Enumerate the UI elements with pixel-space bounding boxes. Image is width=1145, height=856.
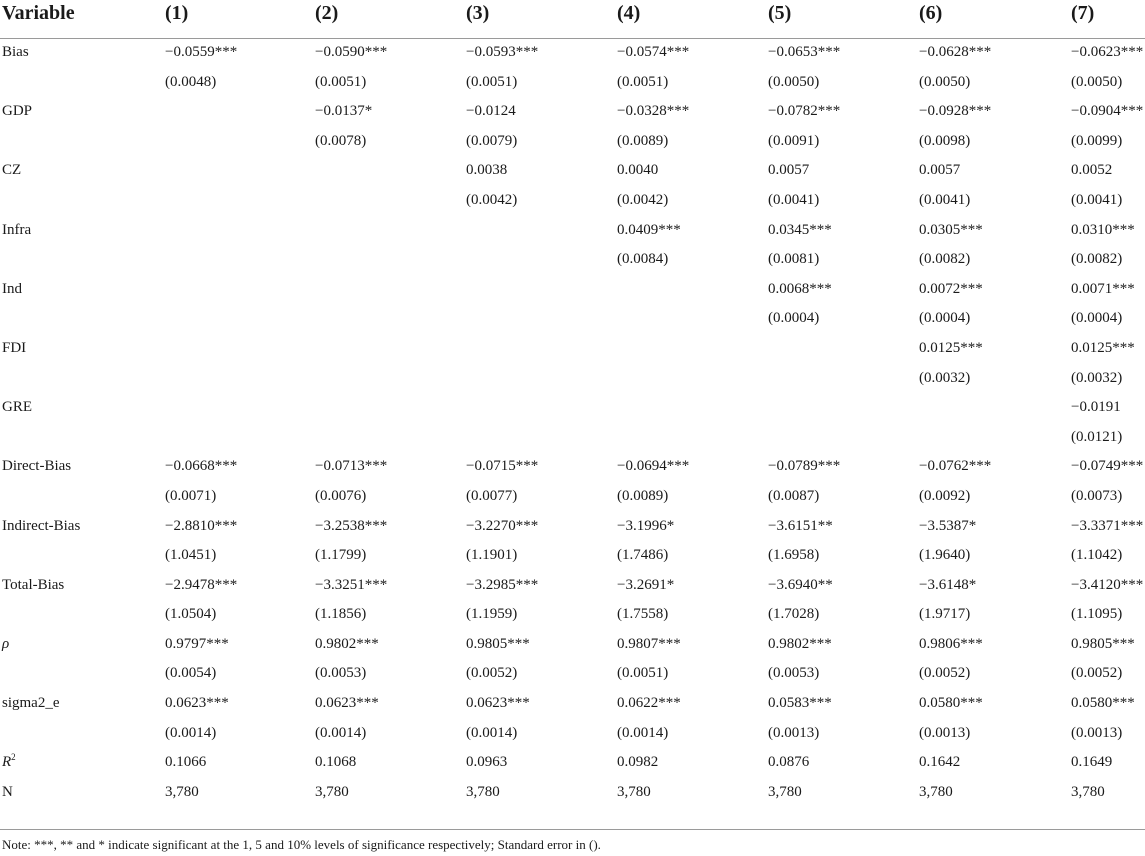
cell-col-6: (0.0050) (919, 73, 971, 90)
cell-col-4: −3.1996* (617, 517, 675, 534)
table-row (0, 186, 1145, 216)
cell-col-7: (0.0082) (1071, 251, 1123, 268)
cell-col-3: −3.2985*** (466, 576, 539, 593)
cell-col-1: 0.9797*** (165, 635, 229, 652)
header-col-1: (1) (165, 2, 189, 24)
table-row (0, 512, 1145, 542)
table-row (0, 393, 1145, 423)
cell-col-4: −3.2691* (617, 576, 675, 593)
cell-col-2: −0.0590*** (315, 44, 388, 60)
cell-col-3: (1.1959) (466, 606, 518, 623)
cell-col-7: 0.0310*** (1071, 221, 1135, 238)
table-row (0, 275, 1145, 305)
cell-col-2: (0.0078) (315, 132, 367, 149)
table-body (0, 38, 1145, 807)
bottom-rule (0, 829, 1145, 830)
cell-col-6: (1.9717) (919, 606, 971, 623)
row-label: Infra (2, 221, 32, 238)
cell-col-4: (1.7486) (617, 547, 669, 564)
cell-col-6: 3,780 (919, 783, 953, 800)
header-variable: Variable (2, 2, 75, 24)
cell-col-6: (0.0013) (919, 724, 971, 741)
cell-col-1: −0.0559*** (165, 44, 238, 60)
row-label: Total-Bias (2, 576, 65, 593)
cell-col-7: (0.0099) (1071, 132, 1123, 149)
row-label: GDP (2, 103, 33, 120)
header-col-6: (6) (919, 2, 943, 24)
cell-col-7: −3.4120*** (1071, 576, 1144, 593)
cell-col-3: 0.9805*** (466, 635, 530, 652)
cell-col-4: 0.0622*** (617, 695, 681, 712)
cell-col-7: (0.0004) (1071, 310, 1123, 327)
cell-col-3: (0.0052) (466, 665, 518, 682)
cell-col-4: (0.0051) (617, 73, 669, 90)
cell-col-3: 0.0963 (466, 754, 508, 771)
header-col-3: (3) (466, 2, 490, 24)
cell-col-4: 0.0040 (617, 162, 659, 179)
cell-col-5: (1.6958) (768, 547, 820, 564)
cell-col-7: (1.1042) (1071, 547, 1123, 564)
cell-col-4: (1.7558) (617, 606, 669, 623)
table-row (0, 659, 1145, 689)
table-row (0, 423, 1145, 453)
cell-col-1: (1.0504) (165, 606, 217, 623)
table-row (0, 68, 1145, 98)
cell-col-6: −0.0762*** (919, 458, 992, 475)
cell-col-2: (0.0053) (315, 665, 367, 682)
cell-col-2: 0.9802*** (315, 635, 379, 652)
cell-col-6: (1.9640) (919, 547, 971, 564)
cell-col-3: (0.0079) (466, 132, 518, 149)
row-label: N (2, 783, 13, 800)
table-row (0, 38, 1145, 68)
cell-col-7: (1.1095) (1071, 606, 1123, 623)
table-row (0, 334, 1145, 364)
cell-col-5: (1.7028) (768, 606, 820, 623)
cell-col-2: (0.0051) (315, 73, 367, 90)
row-label: GRE (2, 399, 32, 416)
cell-col-1: (0.0054) (165, 665, 217, 682)
cell-col-5: 0.0068*** (768, 280, 832, 297)
cell-col-7: (0.0052) (1071, 665, 1123, 682)
table-row (0, 245, 1145, 275)
cell-col-1: −2.8810*** (165, 517, 238, 534)
cell-col-1: −0.0668*** (165, 458, 238, 475)
cell-col-6: −3.5387* (919, 517, 977, 534)
cell-col-5: 0.0057 (768, 162, 810, 179)
cell-col-7: 0.0580*** (1071, 695, 1135, 712)
cell-col-3: −3.2270*** (466, 517, 539, 534)
cell-col-5: −3.6151** (768, 517, 833, 534)
cell-col-6: (0.0092) (919, 487, 971, 504)
cell-col-4: (0.0042) (617, 191, 669, 208)
cell-col-7: −0.0749*** (1071, 458, 1144, 475)
cell-col-4: 0.9807*** (617, 635, 681, 652)
cell-col-6: 0.0125*** (919, 339, 983, 356)
table-header (0, 0, 1145, 39)
cell-col-2: (0.0076) (315, 487, 367, 504)
cell-col-6: (0.0098) (919, 132, 971, 149)
cell-col-7: (0.0041) (1071, 191, 1123, 208)
row-label: Bias (2, 44, 29, 60)
table-note: Note: ***, ** and * indicate significant at the 1, 5 and 10% levels of significance respectively; Standard error in (). (2, 837, 601, 852)
cell-col-6: −3.6148* (919, 576, 977, 593)
cell-col-7: −0.0904*** (1071, 103, 1144, 120)
cell-col-5: 0.0583*** (768, 695, 832, 712)
cell-col-5: (0.0091) (768, 132, 820, 149)
cell-col-4: −0.0328*** (617, 103, 690, 120)
cell-col-4: (0.0014) (617, 724, 669, 741)
cell-col-2: −0.0137* (315, 103, 373, 120)
cell-col-3: 0.0038 (466, 162, 508, 179)
table-row (0, 541, 1145, 571)
cell-col-7: −0.0191 (1071, 399, 1121, 416)
cell-col-4: 0.0982 (617, 754, 659, 771)
cell-col-7: 0.0052 (1071, 162, 1113, 179)
cell-col-6: (0.0041) (919, 191, 971, 208)
cell-col-6: (0.0032) (919, 369, 971, 386)
cell-col-5: (0.0087) (768, 487, 820, 504)
cell-col-7: (0.0050) (1071, 73, 1123, 90)
cell-col-4: −0.0574*** (617, 44, 690, 60)
cell-col-1: 0.1066 (165, 754, 207, 771)
cell-col-4: (0.0051) (617, 665, 669, 682)
cell-col-4: 3,780 (617, 783, 651, 800)
cell-col-7: (0.0032) (1071, 369, 1123, 386)
cell-col-6: (0.0082) (919, 251, 971, 268)
table-row (0, 482, 1145, 512)
cell-col-1: (0.0048) (165, 73, 217, 90)
row-label: $R^2$ (2, 752, 16, 771)
cell-col-6: 0.9806*** (919, 635, 983, 652)
cell-col-5: −0.0782*** (768, 103, 841, 120)
cell-col-7: 3,780 (1071, 783, 1105, 800)
cell-col-7: (0.0121) (1071, 428, 1123, 445)
table-row (0, 156, 1145, 186)
header-col-4: (4) (617, 2, 641, 24)
cell-col-3: (0.0014) (466, 724, 518, 741)
cell-col-2: −3.3251*** (315, 576, 388, 593)
cell-col-5: −3.6940** (768, 576, 833, 593)
cell-col-6: −0.0628*** (919, 44, 992, 60)
table-row (0, 571, 1145, 601)
cell-col-3: −0.0593*** (466, 44, 539, 60)
cell-col-3: −0.0715*** (466, 458, 539, 475)
cell-col-7: 0.1649 (1071, 754, 1113, 771)
cell-col-6: −0.0928*** (919, 103, 992, 120)
row-label: Indirect-Bias (2, 517, 81, 534)
cell-col-4: (0.0089) (617, 132, 669, 149)
cell-col-6: 0.1642 (919, 754, 961, 771)
cell-col-1: 3,780 (165, 783, 199, 800)
table-row (0, 364, 1145, 394)
cell-col-4: (0.0089) (617, 487, 669, 504)
cell-col-2: −3.2538*** (315, 517, 388, 534)
cell-col-1: (0.0014) (165, 724, 217, 741)
table-row (0, 97, 1145, 127)
table-row (0, 452, 1145, 482)
cell-col-5: (0.0081) (768, 251, 820, 268)
cell-col-5: 3,780 (768, 783, 802, 800)
cell-col-3: −0.0124 (466, 103, 516, 120)
cell-col-6: 0.0580*** (919, 695, 983, 712)
cell-col-5: (0.0050) (768, 73, 820, 90)
table-row (0, 127, 1145, 157)
table-row (0, 600, 1145, 630)
header-col-2: (2) (315, 2, 339, 24)
table-row (0, 630, 1145, 660)
cell-col-7: −0.0623*** (1071, 44, 1144, 60)
cell-col-3: (1.1901) (466, 547, 518, 564)
cell-col-2: (1.1799) (315, 547, 367, 564)
cell-col-3: (0.0077) (466, 487, 518, 504)
cell-col-7: 0.0071*** (1071, 280, 1135, 297)
table-row (0, 216, 1145, 246)
cell-col-5: 0.9802*** (768, 635, 832, 652)
cell-col-2: (0.0014) (315, 724, 367, 741)
cell-col-3: (0.0051) (466, 73, 518, 90)
cell-col-6: 0.0305*** (919, 221, 983, 238)
cell-col-3: 3,780 (466, 783, 500, 800)
cell-col-2: 0.0623*** (315, 695, 379, 712)
row-label: CZ (2, 162, 22, 179)
header-col-7: (7) (1071, 2, 1095, 24)
row-label: Direct-Bias (2, 458, 72, 475)
cell-col-2: (1.1856) (315, 606, 367, 623)
cell-col-1: 0.0623*** (165, 695, 229, 712)
cell-col-5: 0.0345*** (768, 221, 832, 238)
cell-col-3: 0.0623*** (466, 695, 530, 712)
table-row (0, 719, 1145, 749)
cell-col-2: −0.0713*** (315, 458, 388, 475)
cell-col-6: (0.0052) (919, 665, 971, 682)
cell-col-6: (0.0004) (919, 310, 971, 327)
cell-col-5: (0.0013) (768, 724, 820, 741)
cell-col-7: (0.0073) (1071, 487, 1123, 504)
cell-col-5: (0.0041) (768, 191, 820, 208)
cell-col-7: −3.3371*** (1071, 517, 1144, 534)
table-row (0, 689, 1145, 719)
table-row (0, 748, 1145, 778)
row-label: FDI (2, 339, 27, 356)
row-label: sigma2_e (2, 695, 60, 712)
cell-col-5: (0.0053) (768, 665, 820, 682)
cell-col-1: (1.0451) (165, 547, 217, 564)
row-label: Ind (2, 280, 22, 297)
header-col-5: (5) (768, 2, 792, 24)
cell-col-7: 0.9805*** (1071, 635, 1135, 652)
cell-col-4: (0.0084) (617, 251, 669, 268)
cell-col-5: −0.0789*** (768, 458, 841, 475)
cell-col-6: 0.0057 (919, 162, 961, 179)
cell-col-7: (0.0013) (1071, 724, 1123, 741)
cell-col-1: −2.9478*** (165, 576, 238, 593)
cell-col-5: (0.0004) (768, 310, 820, 327)
cell-col-6: 0.0072*** (919, 280, 983, 297)
cell-col-4: 0.0409*** (617, 221, 681, 238)
row-label: ρ (2, 635, 10, 652)
cell-col-5: 0.0876 (768, 754, 810, 771)
table-row (0, 304, 1145, 334)
cell-col-4: −0.0694*** (617, 458, 690, 475)
cell-col-5: −0.0653*** (768, 44, 841, 60)
cell-col-1: (0.0071) (165, 487, 217, 504)
cell-col-2: 0.1068 (315, 754, 357, 771)
cell-col-2: 3,780 (315, 783, 349, 800)
cell-col-7: 0.0125*** (1071, 339, 1135, 356)
table-row (0, 778, 1145, 808)
cell-col-3: (0.0042) (466, 191, 518, 208)
